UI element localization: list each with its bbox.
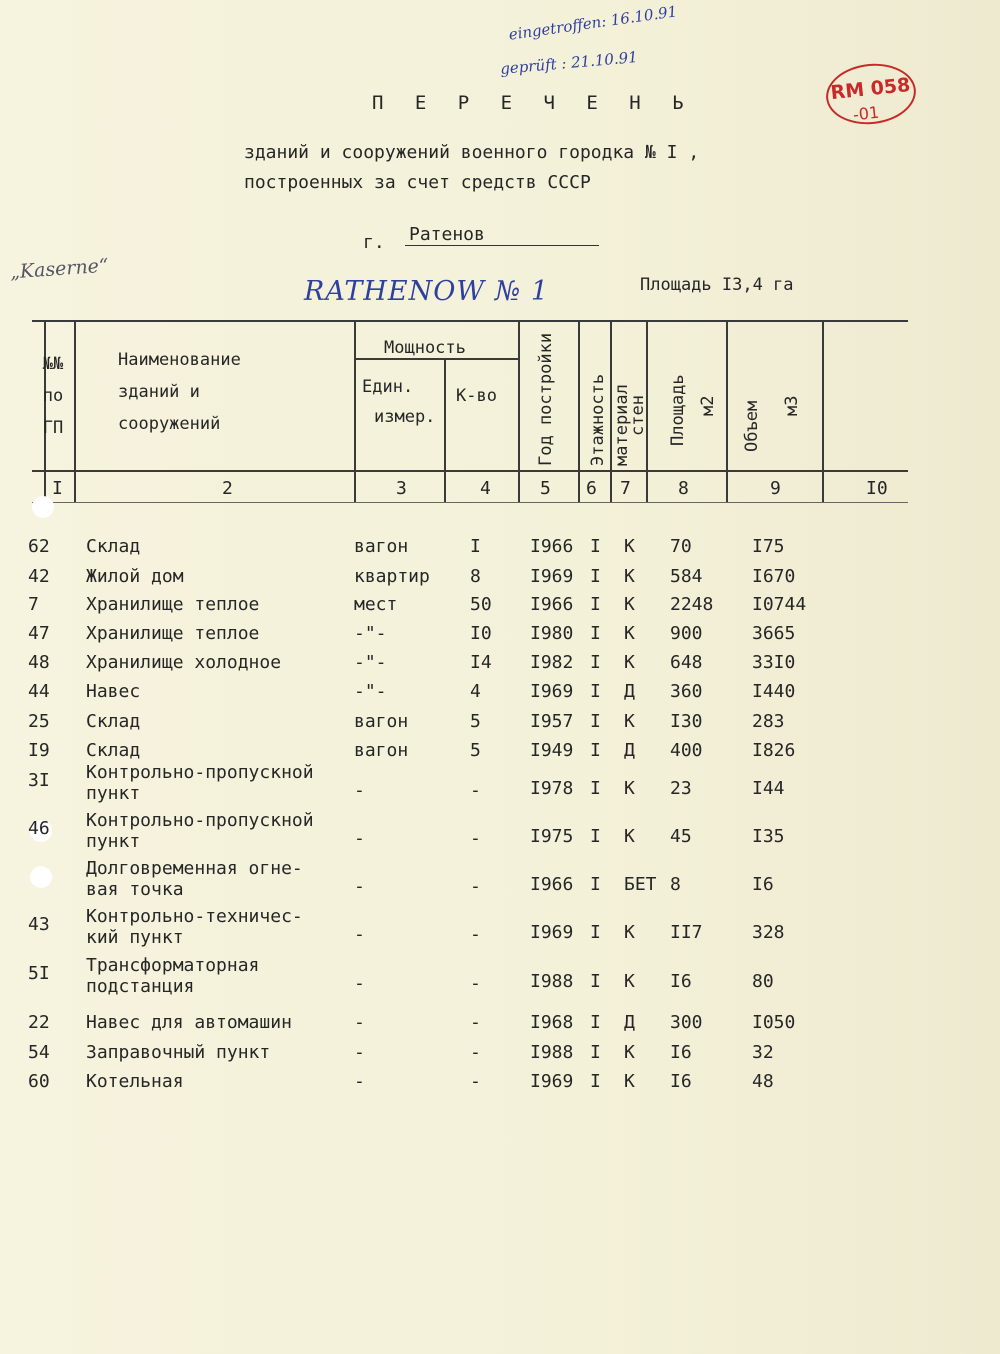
cell-unit: - [354, 1042, 365, 1063]
cell-unit: - [354, 973, 365, 994]
cell-floors: I [590, 740, 601, 761]
cell-name: Хранилище теплое [86, 594, 260, 615]
cell-qty: - [470, 973, 481, 994]
cell-material: К [624, 652, 635, 673]
cell-name: Склад [86, 536, 141, 557]
cell-name-cont: кий пункт [86, 927, 184, 948]
cell-area: 400 [670, 740, 703, 761]
cell-unit: -"- [354, 652, 387, 673]
cell-gp: 5I [28, 963, 50, 984]
cell-floors: I [590, 1042, 601, 1063]
cell-gp: 60 [28, 1071, 50, 1092]
cell-floors: I [590, 652, 601, 673]
cell-name: Котельная [86, 1071, 184, 1092]
cell-floors: I [590, 536, 601, 557]
cell-gp: 62 [28, 536, 50, 557]
cell-floors: I [590, 623, 601, 644]
cell-volume: 3665 [752, 623, 796, 644]
cell-area: 8 [670, 874, 681, 895]
cell-floors: I [590, 971, 601, 992]
cell-unit: квартир [354, 566, 430, 587]
cell-name-cont: вая точка [86, 879, 184, 900]
cell-unit: - [354, 1071, 365, 1092]
cell-floors: I [590, 681, 601, 702]
city-name: Ратенов [405, 224, 599, 246]
header-unit: Един. измер. [362, 377, 436, 427]
archive-stamp: RM 058 [823, 59, 919, 128]
cell-year: I969 [530, 566, 574, 587]
header-material-walls: стен [628, 395, 648, 436]
cell-material: К [624, 711, 635, 732]
cell-name-cont: подстанция [86, 976, 195, 997]
cell-area: 648 [670, 652, 703, 673]
cell-material: К [624, 1042, 635, 1063]
header-floors: Этажность [588, 373, 608, 466]
cell-unit: -"- [354, 681, 387, 702]
cell-name: Контрольно-техничес- [86, 906, 303, 927]
cell-name: Хранилище холодное [86, 652, 282, 673]
cell-floors: I [590, 711, 601, 732]
cell-qty: 4 [470, 681, 481, 702]
cell-area: I6 [670, 1042, 692, 1063]
cell-area: 70 [670, 536, 692, 557]
cell-name-cont: пункт [86, 831, 141, 852]
cell-name: Склад [86, 740, 141, 761]
cell-year: I969 [530, 681, 574, 702]
header-gp: №№ по ГП [42, 354, 64, 438]
cell-area: 300 [670, 1012, 703, 1033]
checked-note: geprüft : 21.10.91 [499, 48, 639, 78]
cell-floors: I [590, 922, 601, 943]
cell-unit: вагон [354, 536, 409, 557]
cell-year: I978 [530, 778, 574, 799]
cell-name: Контрольно-пропускной [86, 810, 314, 831]
cell-year: I988 [530, 971, 574, 992]
handwritten-kaserne: „Kaserne“ [9, 254, 110, 284]
cell-year: I980 [530, 623, 574, 644]
cell-area: 900 [670, 623, 703, 644]
cell-area: I6 [670, 1071, 692, 1092]
cell-name: Навес [86, 681, 141, 702]
header-area-unit: м2 [698, 395, 718, 416]
cell-year: I988 [530, 1042, 574, 1063]
cell-unit: -"- [354, 623, 387, 644]
cell-area: 45 [670, 826, 692, 847]
cell-year: I966 [530, 874, 574, 895]
cell-name-cont: пункт [86, 783, 141, 804]
cell-unit: вагон [354, 711, 409, 732]
handwritten-rathenow: RATHENOW № 1 [304, 276, 550, 307]
cell-qty: I0 [470, 623, 492, 644]
cell-volume: I75 [752, 536, 785, 557]
header-name: Наименование зданий и сооружений [118, 350, 241, 434]
cell-floors: I [590, 778, 601, 799]
cell-unit: - [354, 1012, 365, 1033]
cell-gp: 44 [28, 681, 50, 702]
cell-volume: I6 [752, 874, 774, 895]
cell-material: К [624, 566, 635, 587]
cell-name: Трансформаторная [86, 955, 260, 976]
cell-gp: 25 [28, 711, 50, 732]
document-title: П Е Р Е Ч Е Н Ь [372, 92, 694, 114]
cell-material: К [624, 1071, 635, 1092]
cell-volume: 48 [752, 1071, 774, 1092]
cell-floors: I [590, 1012, 601, 1033]
cell-floors: I [590, 594, 601, 615]
cell-floors: I [590, 566, 601, 587]
cell-gp: 48 [28, 652, 50, 673]
cell-unit: - [354, 924, 365, 945]
cell-unit: мест [354, 594, 398, 615]
cell-material: К [624, 971, 635, 992]
cell-volume: I826 [752, 740, 796, 761]
cell-qty: 8 [470, 566, 481, 587]
cell-area: 584 [670, 566, 703, 587]
cell-volume: 80 [752, 971, 774, 992]
header-power: Мощность [384, 338, 466, 358]
cell-material: БЕТ [624, 874, 657, 895]
cell-qty: - [470, 924, 481, 945]
header-area: Площадь [668, 374, 688, 446]
cell-qty: - [470, 1042, 481, 1063]
subtitle-line-2: построенных за счет средств СССР [244, 172, 591, 193]
cell-name: Жилой дом [86, 566, 184, 587]
cell-area: 23 [670, 778, 692, 799]
cell-area: I6 [670, 971, 692, 992]
cell-name: Заправочный пункт [86, 1042, 271, 1063]
cell-material: Д [624, 1012, 635, 1033]
cell-qty: - [470, 1071, 481, 1092]
cell-material: Д [624, 681, 635, 702]
cell-volume: 283 [752, 711, 785, 732]
cell-floors: I [590, 826, 601, 847]
cell-material: Д [624, 740, 635, 761]
cell-gp: 47 [28, 623, 50, 644]
cell-material: К [624, 594, 635, 615]
cell-volume: I0744 [752, 594, 807, 615]
cell-qty: - [470, 828, 481, 849]
cell-year: I968 [530, 1012, 574, 1033]
archive-stamp-suffix: -01 [852, 102, 881, 125]
header-year: Год постройки [536, 332, 556, 466]
cell-material: К [624, 778, 635, 799]
cell-area: 360 [670, 681, 703, 702]
header-volume: Объем [742, 400, 762, 452]
cell-year: I966 [530, 594, 574, 615]
cell-qty: - [470, 876, 481, 897]
cell-gp: I9 [28, 740, 50, 761]
cell-volume: 32 [752, 1042, 774, 1063]
cell-gp: 43 [28, 914, 50, 935]
cell-qty: - [470, 780, 481, 801]
cell-volume: I440 [752, 681, 796, 702]
received-note: eingetroffen: 16.10.91 [507, 2, 679, 44]
cell-name: Контрольно-пропускной [86, 762, 314, 783]
cell-qty: - [470, 1012, 481, 1033]
cell-gp: 3I [28, 770, 50, 791]
cell-volume: I44 [752, 778, 785, 799]
cell-volume: I35 [752, 826, 785, 847]
cell-floors: I [590, 1071, 601, 1092]
cell-name: Долговременная огне- [86, 858, 303, 879]
cell-year: I982 [530, 652, 574, 673]
cell-qty: I4 [470, 652, 492, 673]
cell-name: Навес для автомашин [86, 1012, 292, 1033]
cell-gp: 7 [28, 594, 39, 615]
cell-material: К [624, 536, 635, 557]
cell-year: I969 [530, 1071, 574, 1092]
cell-volume: I670 [752, 566, 796, 587]
cell-gp: 54 [28, 1042, 50, 1063]
cell-material: К [624, 623, 635, 644]
cell-unit: - [354, 828, 365, 849]
cell-area: 2248 [670, 594, 714, 615]
header-qty: К-во [456, 386, 497, 406]
cell-area: I30 [670, 711, 703, 732]
cell-year: I957 [530, 711, 574, 732]
cell-volume: 33I0 [752, 652, 796, 673]
cell-qty: I [470, 536, 481, 557]
cell-volume: I050 [752, 1012, 796, 1033]
cell-qty: 5 [470, 711, 481, 732]
cell-year: I949 [530, 740, 574, 761]
cell-gp: 22 [28, 1012, 50, 1033]
header-material: материал [612, 384, 632, 466]
cell-material: К [624, 922, 635, 943]
cell-unit: вагон [354, 740, 409, 761]
cell-floors: I [590, 874, 601, 895]
total-area: Площадь I3,4 га [640, 275, 794, 295]
cell-year: I966 [530, 536, 574, 557]
punch-hole [32, 496, 54, 518]
cell-name: Хранилище теплое [86, 623, 260, 644]
cell-gp: 42 [28, 566, 50, 587]
subtitle-line-1: зданий и сооружений военного городка № I , [244, 142, 700, 163]
cell-unit: - [354, 780, 365, 801]
cell-material: К [624, 826, 635, 847]
punch-hole [30, 866, 52, 888]
cell-volume: 328 [752, 922, 785, 943]
cell-name: Склад [86, 711, 141, 732]
cell-gp: 46 [28, 818, 50, 839]
cell-qty: 50 [470, 594, 492, 615]
cell-area: II7 [670, 922, 703, 943]
table-header: №№ по ГП Наименование зданий и сооружений Мощность Един. измер. К-во Год постройки Этажность материал стен Площадь м2 Объем м3 I 2 3 4 5 6 7 8 9 I0 [32, 320, 908, 502]
cell-qty: 5 [470, 740, 481, 761]
cell-year: I975 [530, 826, 574, 847]
cell-year: I969 [530, 922, 574, 943]
city-prefix: г. [363, 232, 385, 253]
cell-unit: - [354, 876, 365, 897]
header-volume-unit: м3 [782, 395, 802, 416]
